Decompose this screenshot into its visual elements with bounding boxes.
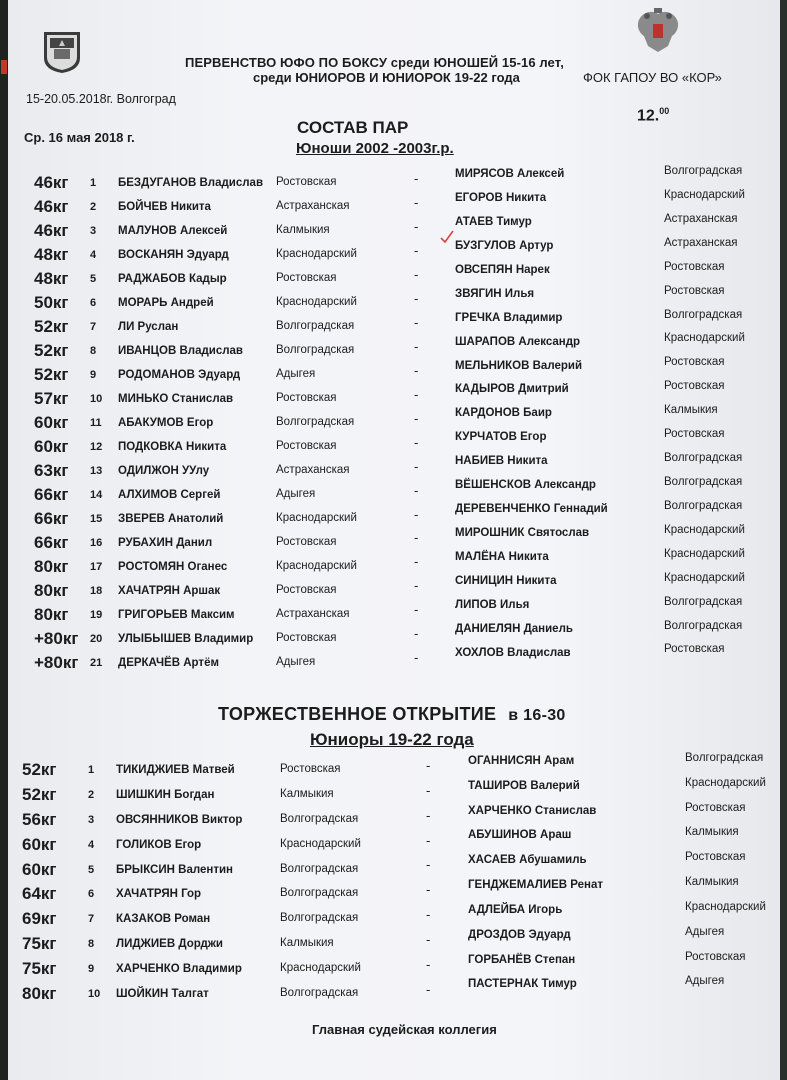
boxer-a-region: Краснодарский xyxy=(280,837,361,850)
boxer-a-region: Ростовская xyxy=(276,392,337,404)
boxer-b-name: ЕГОРОВ Никита xyxy=(455,191,547,204)
weight-cell: 52кг xyxy=(22,784,57,804)
boxer-b-region: Ростовская xyxy=(664,380,725,393)
boxer-a-name: ЛИ Руслан xyxy=(118,321,179,333)
weight-cell: 50кг xyxy=(34,293,69,312)
boxer-b-name: ОГАННИСЯН Арам xyxy=(468,755,575,767)
weight-cell: 48кг xyxy=(34,245,69,264)
weight-cell: 52кг xyxy=(34,317,69,336)
header-line1: ПЕРВЕНСТВО ЮФО ПО БОКСУ среди ЮНОШЕЙ 15-16 лет, xyxy=(185,55,564,70)
boxer-b-region: Ростовская xyxy=(685,801,746,814)
vs-dash: - xyxy=(426,857,431,873)
table-row xyxy=(0,900,787,933)
boxer-a-region: Краснодарский xyxy=(276,560,357,572)
vs-dash: - xyxy=(426,981,431,997)
boxer-b-name: ГРЕЧКА Владимир xyxy=(455,311,563,324)
boxer-a-region: Ростовская xyxy=(276,584,337,596)
boxer-a-name: МИНЬКО Станислав xyxy=(118,393,234,405)
boxer-b-region: Волгоградская xyxy=(664,165,743,177)
boxer-b-name: ОВСЕПЯН Нарек xyxy=(455,263,550,276)
boxer-a-name: РОДОМАНОВ Эдуард xyxy=(118,369,241,381)
row-number: 4 xyxy=(88,838,95,851)
boxer-a-region: Ростовская xyxy=(276,176,337,188)
boxer-a-name: ПОДКОВКА Никита xyxy=(118,441,227,453)
boxer-b-name: МИРОШНИК Святослав xyxy=(455,527,590,540)
table-row xyxy=(0,975,787,1008)
start-time-hours: 12. xyxy=(637,107,660,125)
vs-dash: - xyxy=(414,554,419,570)
boxer-a-region: Адыгея xyxy=(276,488,316,500)
boxer-a-name: ШИШКИН Богдан xyxy=(116,788,215,801)
weight-cell: 75кг xyxy=(22,959,57,979)
row-number: 2 xyxy=(90,201,97,213)
boxer-a-region: Астраханская xyxy=(276,200,350,212)
boxer-b-region: Ростовская xyxy=(664,643,725,656)
row-number: 7 xyxy=(88,913,95,926)
weight-cell: 46кг xyxy=(34,197,69,216)
start-time-minutes: 00 xyxy=(659,106,670,116)
row-number: 1 xyxy=(88,764,95,776)
boxer-a-name: ОДИЛЖОН УУлу xyxy=(118,465,210,477)
boxer-a-region: Ростовская xyxy=(276,272,337,284)
row-number: 20 xyxy=(90,633,103,645)
row-number: 19 xyxy=(90,609,103,621)
weight-cell: 52кг xyxy=(34,365,69,384)
row-number: 2 xyxy=(88,788,95,801)
weight-cell: +80кг xyxy=(34,653,79,672)
boxer-a-name: ШОЙКИН Талгат xyxy=(116,988,209,1000)
boxer-b-region: Волгоградская xyxy=(664,452,743,465)
boxer-a-name: ТИКИДЖИЕВ Матвей xyxy=(116,764,235,776)
vs-dash: - xyxy=(414,314,419,330)
vs-dash: - xyxy=(426,931,431,947)
boxer-b-name: ШАРАПОВ Александр xyxy=(455,335,581,348)
weight-cell: 52кг xyxy=(34,341,69,360)
boxer-a-name: АБАКУМОВ Егор xyxy=(118,417,214,429)
weight-cell: 80кг xyxy=(22,984,57,1003)
vs-dash: - xyxy=(414,171,419,186)
boxer-b-name: МИРЯСОВ Алексей xyxy=(455,168,565,180)
boxer-b-region: Волгоградская xyxy=(664,595,743,608)
row-number: 10 xyxy=(90,393,103,405)
row-number: 4 xyxy=(90,249,97,261)
boxer-a-region: Калмыкия xyxy=(276,224,330,236)
boxer-a-name: КАЗАКОВ Роман xyxy=(116,913,211,926)
row-number: 21 xyxy=(90,657,103,669)
vs-dash: - xyxy=(414,482,419,498)
boxer-b-region: Ростовская xyxy=(685,950,746,963)
boxer-b-name: ГЕНДЖЕМАЛИЕВ Ренат xyxy=(468,879,604,892)
boxer-b-name: ДАНИЕЛЯН Даниель xyxy=(455,622,573,635)
weight-cell: 60кг xyxy=(22,859,57,879)
boxer-b-name: АТАЕВ Тимур xyxy=(455,215,532,228)
boxer-a-name: ИВАНЦОВ Владислав xyxy=(118,345,243,357)
boxer-a-region: Волгоградская xyxy=(276,416,355,428)
boxer-a-region: Волгоградская xyxy=(276,344,355,356)
red-indicator xyxy=(1,60,7,74)
boxer-b-name: ТАШИРОВ Валерий xyxy=(468,779,580,792)
boxer-b-region: Волгоградская xyxy=(664,619,743,632)
boxer-a-region: Ростовская xyxy=(276,440,337,452)
boxer-b-name: МЕЛЬНИКОВ Валерий xyxy=(455,359,583,372)
vs-dash: - xyxy=(414,338,419,354)
row-number: 7 xyxy=(90,321,97,333)
boxer-b-name: ХАРЧЕНКО Станислав xyxy=(468,804,597,817)
weight-cell: 63кг xyxy=(34,461,69,480)
boxer-a-region: Волгоградская xyxy=(276,320,355,332)
section1-title: СОСТАВ ПАР xyxy=(297,118,409,137)
section2-time: в 16-30 xyxy=(508,707,566,724)
vs-dash: - xyxy=(414,266,419,282)
row-number: 10 xyxy=(88,988,101,1000)
boxer-a-name: ГОЛИКОВ Егор xyxy=(116,838,202,851)
footer-signature: Главная судейская коллегия xyxy=(312,1022,497,1037)
row-number: 16 xyxy=(90,537,103,549)
weight-cell: +80кг xyxy=(34,629,79,648)
boxer-b-region: Краснодарский xyxy=(664,571,745,584)
boxer-a-region: Волгоградская xyxy=(280,862,359,875)
boxer-a-region: Волгоградская xyxy=(280,987,359,999)
table-row xyxy=(0,876,787,908)
section1-subtitle: Юноши 2002 -2003г.р. xyxy=(296,140,454,157)
row-number: 6 xyxy=(90,297,97,309)
boxer-b-region: Краснодарский xyxy=(685,776,766,789)
boxer-b-region: Краснодарский xyxy=(664,188,745,201)
boxer-a-region: Краснодарский xyxy=(276,296,357,308)
red-check-mark-icon xyxy=(440,230,454,244)
row-number: 17 xyxy=(90,561,103,573)
boxer-a-name: РОСТОМЯН Оганес xyxy=(118,561,228,573)
boxer-b-name: МАЛЁНА Никита xyxy=(455,551,549,564)
boxer-a-region: Краснодарский xyxy=(276,248,357,260)
vs-dash: - xyxy=(426,807,431,823)
row-number: 9 xyxy=(90,369,97,381)
boxer-b-name: КУРЧАТОВ Егор xyxy=(455,431,547,444)
boxer-b-region: Астраханская xyxy=(664,212,738,225)
vs-dash: - xyxy=(414,362,419,378)
boxer-a-name: ХАРЧЕНКО Владимир xyxy=(116,963,242,976)
boxer-a-region: Ростовская xyxy=(276,632,337,644)
row-number: 5 xyxy=(90,273,97,285)
row-number: 3 xyxy=(88,813,95,826)
weight-cell: 57кг xyxy=(34,389,69,408)
vs-dash: - xyxy=(414,650,419,666)
venue: ФОК ГАПОУ ВО «КОР» xyxy=(583,70,722,85)
boxer-b-name: АБУШИНОВ Араш xyxy=(468,829,572,842)
vs-dash: - xyxy=(426,882,431,898)
boxer-b-region: Астраханская xyxy=(664,236,738,249)
boxer-b-name: ЛИПОВ Илья xyxy=(455,598,530,611)
boxer-a-name: МОРАРЬ Андрей xyxy=(118,297,214,309)
weight-cell: 66кг xyxy=(34,533,69,552)
boxer-b-name: СИНИЦИН Никита xyxy=(455,574,557,587)
boxer-a-name: АЛХИМОВ Сергей xyxy=(118,489,221,501)
vs-dash: - xyxy=(414,578,419,594)
boxer-b-region: Ростовская xyxy=(664,428,725,441)
boxer-a-name: ХАЧАТРЯН Аршак xyxy=(118,585,221,597)
boxer-a-region: Астраханская xyxy=(276,464,350,476)
boxer-a-region: Волгоградская xyxy=(280,912,359,925)
boxer-b-name: ХОХЛОВ Владислав xyxy=(455,646,571,659)
boxer-a-name: БРЫКСИН Валентин xyxy=(116,863,233,876)
weight-cell: 48кг xyxy=(34,269,69,288)
boxer-a-region: Ростовская xyxy=(276,536,337,548)
row-number: 5 xyxy=(88,863,95,876)
boxer-b-name: ДЕРЕВЕНЧЕНКО Геннадий xyxy=(455,503,608,516)
boxer-a-region: Калмыкия xyxy=(280,787,334,800)
boxer-b-region: Ростовская xyxy=(685,851,746,864)
boxer-a-region: Астраханская xyxy=(276,608,350,620)
vs-dash: - xyxy=(414,194,419,210)
boxer-a-region: Калмыкия xyxy=(280,937,334,950)
boxer-a-region: Волгоградская xyxy=(280,887,359,900)
section2-subtitle: Юниоры 19-22 года xyxy=(310,730,474,749)
boxer-a-name: ДЕРКАЧЁВ Артём xyxy=(118,657,219,669)
table-row xyxy=(0,752,787,784)
boxer-b-name: ХАСАЕВ Абушамиль xyxy=(468,854,587,867)
boxer-b-region: Волгоградская xyxy=(664,476,743,488)
boxer-a-name: БОЙЧЕВ Никита xyxy=(118,201,211,213)
day-date: Ср. 16 мая 2018 г. xyxy=(24,130,135,145)
row-number: 6 xyxy=(88,888,95,901)
boxer-b-region: Адыгея xyxy=(685,975,725,988)
table-row xyxy=(0,826,787,859)
table-row xyxy=(0,950,787,983)
boxer-a-name: МАЛУНОВ Алексей xyxy=(118,225,228,237)
boxer-b-region: Краснодарский xyxy=(685,900,766,913)
boxer-b-name: ЗВЯГИН Илья xyxy=(455,287,535,300)
boxer-a-name: РАДЖАБОВ Кадыр xyxy=(118,273,227,285)
boxer-b-region: Ростовская xyxy=(664,356,725,369)
row-number: 15 xyxy=(90,513,103,525)
weight-cell: 69кг xyxy=(22,909,57,929)
boxer-b-name: ГОРБАНЁВ Степан xyxy=(468,953,576,966)
row-number: 12 xyxy=(90,441,103,453)
boxer-a-name: ВОСКАНЯН Эдуард xyxy=(118,249,229,261)
vs-dash: - xyxy=(414,434,419,450)
section2-title-text: ТОРЖЕСТВЕННОЕ ОТКРЫТИЕ xyxy=(218,704,497,724)
vs-dash: - xyxy=(426,956,431,972)
boxer-b-region: Ростовская xyxy=(664,284,725,297)
weight-cell: 64кг xyxy=(22,884,57,904)
dates-city: 15-20.05.2018г. Волгоград xyxy=(26,92,176,106)
weight-cell: 66кг xyxy=(34,509,69,528)
weight-cell: 80кг xyxy=(34,605,69,624)
vs-dash: - xyxy=(414,626,419,642)
boxer-b-region: Волгоградская xyxy=(664,499,743,512)
boxer-a-name: ГРИГОРЬЕВ Максим xyxy=(118,609,235,621)
boxer-b-region: Ростовская xyxy=(664,260,725,273)
row-number: 18 xyxy=(90,585,103,597)
vs-dash: - xyxy=(414,242,419,258)
start-time xyxy=(637,106,669,125)
boxer-a-name: ХАЧАТРЯН Гор xyxy=(116,888,202,901)
weight-cell: 46кг xyxy=(34,173,69,192)
vs-dash: - xyxy=(414,290,419,306)
vs-dash: - xyxy=(414,218,419,234)
weight-cell: 60кг xyxy=(34,413,69,432)
weight-cell: 75кг xyxy=(22,934,57,954)
table-row xyxy=(0,643,787,677)
boxer-a-name: ОВСЯННИКОВ Виктор xyxy=(116,813,243,826)
boxer-b-name: КАРДОНОВ Баир xyxy=(455,407,552,420)
boxer-b-region: Адыгея xyxy=(685,925,725,938)
row-number: 9 xyxy=(88,963,95,976)
boxer-a-name: БЕЗДУГАНОВ Владислав xyxy=(118,177,264,189)
boxer-b-region: Калмыкия xyxy=(685,876,739,889)
boxer-b-region: Волгоградская xyxy=(685,752,764,764)
weight-cell: 66кг xyxy=(34,485,69,504)
row-number: 11 xyxy=(90,417,102,429)
boxer-b-name: БУЗГУЛОВ Артур xyxy=(455,239,554,252)
boxer-b-name: ВЁШЕНСКОВ Александр xyxy=(455,479,596,492)
row-number: 1 xyxy=(90,177,97,189)
vs-dash: - xyxy=(414,506,419,522)
double-headed-eagle-icon xyxy=(632,6,684,56)
boxer-a-name: ЛИДЖИЕВ Дорджи xyxy=(116,938,223,951)
boxer-b-region: Краснодарский xyxy=(664,332,745,345)
vs-dash: - xyxy=(414,386,419,402)
boxer-b-name: ДРОЗДОВ Эдуард xyxy=(468,928,571,941)
boxer-b-name: ПАСТЕРНАК Тимур xyxy=(468,978,577,991)
weight-cell: 80кг xyxy=(34,581,69,600)
header-line2: среди ЮНИОРОВ И ЮНИОРОК 19-22 года xyxy=(253,70,520,85)
weight-cell: 52кг xyxy=(22,760,57,779)
weight-cell: 80кг xyxy=(34,557,69,576)
vs-dash: - xyxy=(414,530,419,546)
row-number: 14 xyxy=(90,489,103,501)
boxer-a-name: УЛЫБЫШЕВ Владимир xyxy=(118,633,254,645)
weight-cell: 46кг xyxy=(34,221,69,240)
boxer-a-region: Волгоградская xyxy=(280,812,359,825)
city-coat-of-arms-icon xyxy=(42,30,82,74)
boxer-b-region: Калмыкия xyxy=(685,826,739,839)
boxer-a-name: РУБАХИН Данил xyxy=(118,537,213,549)
row-number: 8 xyxy=(88,938,95,951)
vs-dash: - xyxy=(426,907,431,923)
boxer-a-region: Краснодарский xyxy=(276,512,357,524)
table-row xyxy=(0,801,787,834)
table-row xyxy=(0,851,787,884)
boxer-a-name: ЗВЕРЕВ Анатолий xyxy=(118,513,224,525)
vs-dash: - xyxy=(414,458,419,474)
boxer-b-name: КАДЫРОВ Дмитрий xyxy=(455,383,569,396)
row-number: 8 xyxy=(90,345,97,357)
section2-title xyxy=(218,704,566,725)
vs-dash: - xyxy=(426,782,431,798)
boxer-a-region: Адыгея xyxy=(276,656,316,668)
boxer-a-region: Краснодарский xyxy=(280,962,361,975)
boxer-a-region: Ростовская xyxy=(280,763,341,775)
boxer-b-name: АДЛЕЙБА Игорь xyxy=(468,903,563,916)
table-row xyxy=(0,925,787,958)
boxer-b-region: Краснодарский xyxy=(664,523,745,536)
table-row xyxy=(0,776,787,809)
vs-dash: - xyxy=(426,758,431,773)
boxer-b-region: Калмыкия xyxy=(664,404,718,417)
weight-cell: 56кг xyxy=(22,809,57,829)
boxer-b-region: Краснодарский xyxy=(664,547,745,560)
vs-dash: - xyxy=(414,410,419,426)
boxer-b-name: НАБИЕВ Никита xyxy=(455,455,548,468)
weight-cell: 60кг xyxy=(34,437,69,456)
boxer-b-region: Волгоградская xyxy=(664,308,743,321)
weight-cell: 60кг xyxy=(22,834,57,854)
row-number: 13 xyxy=(90,465,103,477)
vs-dash: - xyxy=(414,602,419,618)
vs-dash: - xyxy=(426,832,431,848)
boxer-a-region: Адыгея xyxy=(276,368,316,380)
row-number: 3 xyxy=(90,225,97,237)
